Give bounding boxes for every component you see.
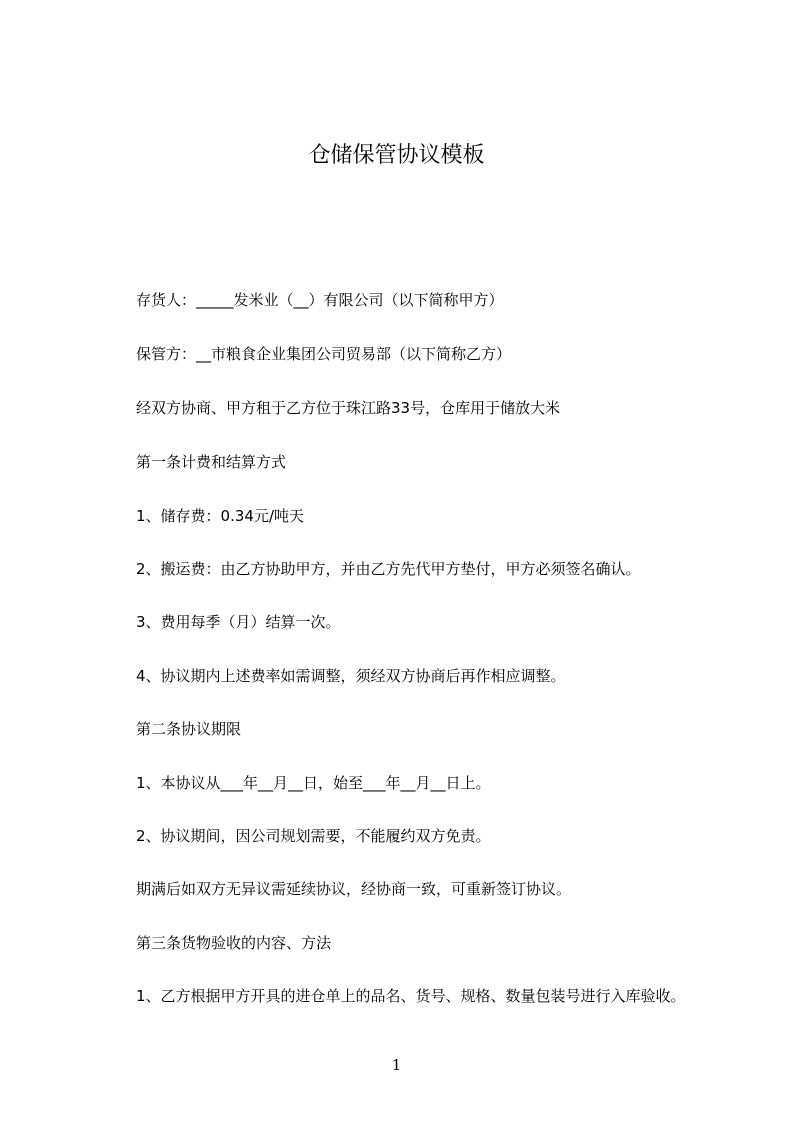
article-1-item-1: 1、储存费：0.34元/吨天: [136, 507, 304, 525]
renewal-clause: 期满后如双方无异议需延续协议，经协商一致，可重新签订协议。: [136, 880, 572, 898]
article-2-item-1: 1、本协议从___年__月__日，始至___年__月__日上。: [136, 774, 491, 792]
article-2-heading: 第二条协议期限: [136, 720, 242, 738]
article-3-item-1: 1、乙方根据甲方开具的进仓单上的品名、货号、规格、数量包装号进行入库验收。: [136, 987, 686, 1005]
article-1-heading: 第一条计费和结算方式: [136, 453, 287, 471]
document-title: 仓储保管协议模板: [308, 143, 485, 168]
article-1-item-4: 4、协议期内上述费率如需调整，须经双方协商后再作相应调整。: [136, 667, 566, 685]
article-1-item-2: 2、搬运费：由乙方协助甲方，并由乙方先代甲方垫付，甲方必须签名确认。: [136, 560, 641, 578]
custodian-line: 保管方：__市粮食企业集团公司贸易部（以下简称乙方）: [136, 345, 512, 363]
page-number: 1: [391, 1056, 402, 1074]
article-3-heading: 第三条货物验收的内容、方法: [136, 934, 332, 952]
article-1-item-3: 3、费用每季（月）结算一次。: [136, 613, 341, 631]
agreement-intro: 经双方协商、甲方租于乙方位于珠江路33号，仓库用于储放大米: [136, 399, 561, 417]
article-2-item-2: 2、协议期间，因公司规划需要，不能履约双方免责。: [136, 827, 491, 845]
depositor-line: 存货人：_____发米业（__）有限公司（以下简称甲方）: [136, 291, 504, 309]
